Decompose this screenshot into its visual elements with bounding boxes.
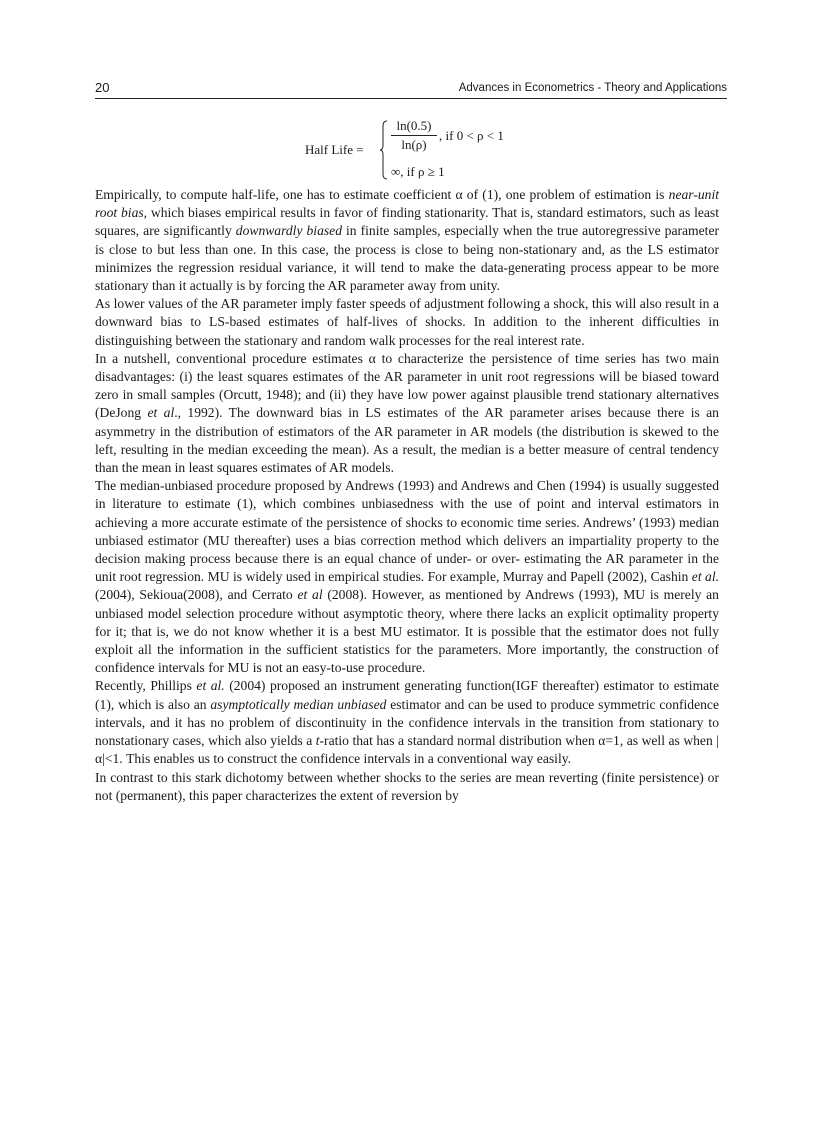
text-run: (2008). However, as mentioned by Andrews (1993), MU is merely an unbiased model selection procedure without asymptotic theory, where there lacks an explicit optimality property for it; that is, we do not know whether it is a best MU estimator. It is possible that the estimator does not fully exploit all the information in the sufficient statistics for the parameters. More importantly, the construction of confidence intervals for MU is not an easy-to-use procedure. — [95, 587, 719, 676]
text-run: (2004) proposed an instrument generating function(IGF thereafter) estimator to estimate (1), which is also an — [95, 678, 719, 712]
equation-denominator: ln(ρ) — [401, 137, 427, 152]
equation-case1-condition: , if 0 < ρ < 1 — [439, 128, 504, 143]
text-run: ., 1992). The downward bias in LS estimates of the AR parameter arises because there is an asymmetry in the distribution of estimators of the AR parameter in AR models (the distribution is skewed to the left, resulting in the median exceeding the mean). As a result, the median is a better measure of central tendency than the mean in least squares estimates of AR models. — [95, 405, 719, 476]
paragraph-2: As lower values of the AR parameter imply faster speeds of adjustment following a shock, this will also result in a downward bias to LS-based estimates of half-lives of shocks. In addition to the inherent difficulties in distinguishing between the stationary and random walk processes for the real interest rate. — [95, 296, 719, 348]
paragraph-5 — [95, 677, 719, 768]
emphasis: asymptotically median unbiased — [210, 696, 387, 712]
text-run: (2004), Sekioua(2008), and Cerrato — [95, 587, 298, 603]
body-text — [95, 186, 719, 805]
emphasis: near-unit root bias — [95, 187, 719, 221]
emphasis: et al. — [691, 569, 719, 585]
running-title: Advances in Econometrics - Theory and Applications — [458, 82, 727, 94]
text-run: in finite samples, especially when the true autoregressive parameter is close to but less than one. In this case, the process is close to being non-stationary and, as the LS estimator minimizes the regression residual variance, it will tend to make the data-generating process appear to be more stationary than it actually is by forcing the AR parameter away from unity. — [95, 223, 720, 294]
emphasis: et al — [297, 587, 323, 603]
paragraph-1 — [95, 186, 719, 295]
equation-fraction — [391, 118, 437, 153]
text-run: In a nutshell, conventional procedure estimates α to characterize the persistence of time series has two main disadvantages: (i) the least squares estimates of the AR parameter in unit root regressions will be biased toward zero in small samples (Orcutt, 1948); and (ii) they have low power against plausible trend stationary alternatives (DeJong — [95, 350, 719, 421]
paragraph-3 — [95, 350, 719, 477]
emphasis: et al — [147, 405, 175, 421]
emphasis: downwardly biased — [235, 223, 343, 239]
paragraph-6: In contrast to this stark dichotomy between whether shocks to the series are mean reverting (finite persistence) or not (permanent), this paper characterizes the extent of reversion by — [95, 769, 719, 803]
text-run: Empirically, to compute half-life, one has to estimate coefficient α of (1), one problem of estimation is — [95, 187, 669, 202]
emphasis: t — [315, 733, 320, 749]
emphasis: et al. — [196, 678, 225, 694]
text-run: estimator and can be used to produce symmetric confidence intervals, and it has no problem of discontinuity in the confidence intervals in the transition from stationary to nonstationary cases, which also yields a — [95, 696, 719, 749]
text-run: Recently, Phillips — [95, 678, 197, 694]
left-brace-icon — [380, 120, 388, 180]
paragraph-4 — [95, 477, 719, 677]
text-run: -ratio that has a standard normal distribution when α=1, as well as when |α|<1. This enables us to construct the confidence intervals in a conventional way easily. — [95, 733, 719, 767]
page-number: 20 — [95, 80, 110, 95]
equation-lhs: Half Life = — [305, 142, 364, 157]
text-run: , which biases empirical results in favor of finding stationarity. That is, standard estimators, such as least squares, are significantly — [95, 205, 719, 239]
equation-case2: ∞, if ρ ≥ 1 — [391, 164, 445, 179]
page-header — [95, 80, 727, 99]
half-life-equation — [305, 118, 565, 184]
equation-numerator: ln(0.5) — [391, 118, 437, 136]
text-run: The median-unbiased procedure proposed by Andrews (1993) and Andrews and Chen (1994) is usually suggested in literature to estimate (1), which combines unbiasedness with the use of point and interval estimators in achieving a more accurate estimate of the persistence of shocks to economic time series. Andrews’ (1993) median unbiased estimator (MU thereafter) uses a bias correction method which delivers an impartiality property to the decision making process because there is an equal chance of under- or over- estimating the AR parameter in the unit root regression. MU is widely used in empirical studies. For example, Murray and Papell (2002), Cashin — [95, 478, 719, 585]
